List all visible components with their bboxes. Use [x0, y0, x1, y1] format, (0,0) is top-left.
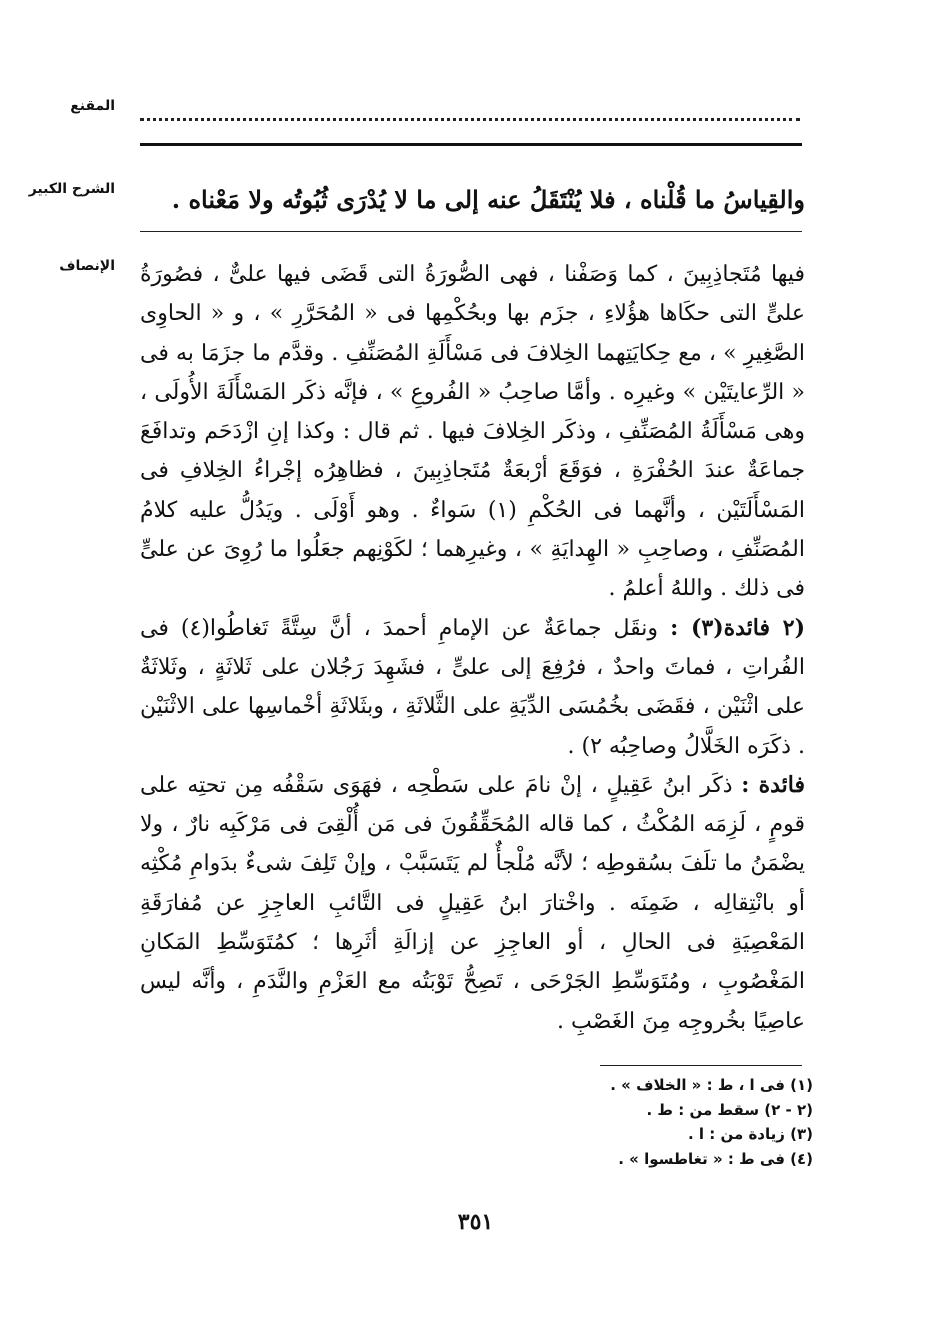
insaf-label: الإنصاف: [59, 258, 115, 274]
header-dotted-rule: [140, 104, 800, 121]
footnote-2: (٢ - ٢) سقط من : ط .: [646, 1100, 813, 1119]
footnote-1: (١) فى ا ، ط : « الخلاف » .: [610, 1076, 813, 1094]
footnote-4: (٤) فى ط : « تغاطسوا » .: [618, 1149, 813, 1168]
insaf-paragraph-3: [140, 766, 805, 1041]
sharh-section: [140, 180, 805, 219]
insaf-paragraph-1: فيها مُتَجاذِبِينَ ، كما وَصَفْنا ، فهى الصُّورَةُ التى قَضَى فيها علىٌّ ، فصُورَةُ علىٍّ التى حكَاها هؤُلاءِ ، جزَم بها وبحُكْمِها فى « المُحَرَّرِ » ، و « الحاوِى الصَّغِيرِ » ، مع حِكايَتِهما الخِلافَ فى مَسْأَلَةِ المُصَنِّفِ . وقدَّم ما جزَمَا به فى « الرِّعايتَيْن » وغيرِه . وأمَّا صاحِبُ « الفُروعِ » ، فإنَّه ذكَر المَسْأَلَةَ الأُولَى ، وهى مَسْأَلَةُ المُصَنِّفِ ، وذكَر الخِلافَ فيها . ثم قال : وكذا إنِ ازْدَحَم وتدافَعَ جماعَةٌ عندَ الحُفْرَةِ ، فوَقَعَ أرْبعَةٌ مُتَجاذِبِينَ ، فظاهِرُه إجْراءُ الخِلافِ فى المَسْأَلَتَيْن ، وأنَّهما فى الحُكْمِ (١) سَواءٌ . وهو أَوْلَى . ويَدُلُّ عليه كلامُ المُصَنِّفِ ، وصاحِبِ « الهِدايَةِ » ، وغيرِهما ؛ لكَوْنِهم جعَلُوا ما رُوِىَ عن علىٍّ فى ذلك . واللهُ أعلمُ .: [140, 262, 806, 602]
footnote-3: (٣) زيادة من : ا .: [687, 1125, 813, 1143]
insaf-section: [140, 255, 805, 1041]
sharh-label: الشرح الكبير: [28, 181, 115, 197]
faida-text-2: ذكَر ابنُ عَقِيلٍ ، إنْ نامَ على سَطْحِه ، فهَوَى سَقْفُه مِن تحتِه على قومٍ ، لَزِمَه المُكْثُ ، كما قاله المُحَقِّقُونَ فى مَن أُلْقِىَ فى مَرْكَبِه نارٌ ، ولا يضْمَنُ ما تلَفَ بسُقوطِه ؛ لأنَّه مُلْجأٌ لم يَتَسَبَّبْ ، وإنْ تَلِفَ شىءٌ بدَوامِ مُكْثِه أو بانْتِقالِه ، ضَمِنَه . واخْتارَ ابنُ عَقِيلٍ فى التَّائبِ العاجِزِ عن مُفارَقَةِ المَعْصِيَةِ فى الحالِ ، أو العاجِزِ عن إزالَةِ أثَرِها ؛ كمُتَوَسِّطِ المَكانِ المَغْصُوبِ ، ومُتَوَسِّطِ الجَرْحَى ، تَصِحُّ تَوْبَتُه مع العَزْمِ والنَّدَمِ ، وأنَّه ليس عاصِيًا بخُروجِه مِنَ الغَصْبِ .: [140, 772, 805, 1034]
sharh-text: والقِياسُ ما قُلْناه ، فلا يُنْتَقَلُ عنه إلى ما لا يُدْرَى ثُبُوتُه ولا مَعْناه .: [171, 185, 805, 214]
section-divider: [140, 231, 802, 232]
faida-title-2: فائدة :: [741, 771, 806, 798]
faida-text-1: ونقَل جماعَةٌ عن الإمامِ أحمدَ ، أنَّ سِتَّةً تَغاطُوا(٤) فى الفُراتِ ، فماتَ واحدٌ ، فرُفِعَ إلى علىٍّ ، فشَهِدَ رَجُلان على ثَلاثَةٍ ، وثَلاثَةٌ على اثْنَيْن ، فقَضَى بخُمُسَى الدِّيَةِ على الثَّلاثَةِ ، وبثَلاثَةِ أخْماسِها على الاثْنَيْن . ذكَرَه الخَلَّالُ وصاحِبُه ٢) .: [140, 615, 805, 759]
footnotes: [610, 1073, 813, 1171]
page-number: ٣٥١: [457, 1209, 494, 1235]
faida-title-1: (٢ فائدة(٣) :: [670, 614, 805, 641]
header-rule: [140, 143, 802, 146]
book-label: المقنع: [70, 98, 115, 114]
footnote-divider: [600, 1065, 802, 1066]
insaf-paragraph-2: [140, 609, 805, 766]
